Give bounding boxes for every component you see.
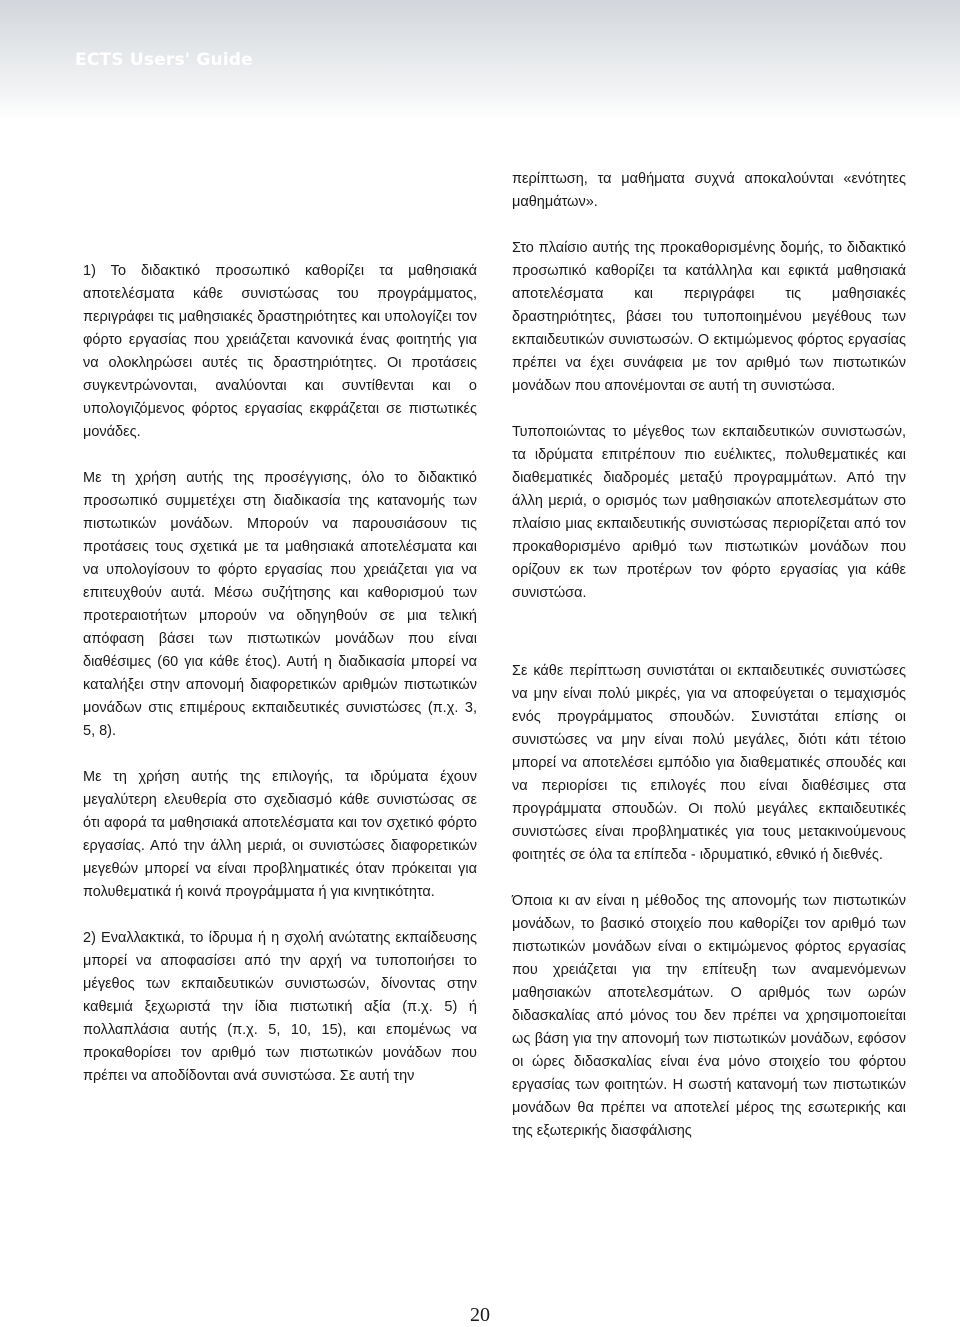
paragraph: Στο πλαίσιο αυτής της προκαθορισμένης δομής, το διδακτικό προσωπικό καθορίζει τα κατάλληλα και εφικτά μαθησιακά αποτελέσματα και περιγράφει τις μαθησιακές δραστηριότητες, βάσει του τυποποιημένου μεγέθους των εκπαιδευτικών συνιστωσών. Ο εκτιμώμενος φόρτος εργασίας πρέπει να έχει συνάφεια με τον αριθμό των πιστωτικών μονάδων που απονέμονται σε αυτή τη συνιστώσα.	[512, 240, 906, 394]
left-column	[83, 260, 477, 1088]
paragraph: Σε κάθε περίπτωση συνιστάται οι εκπαιδευτικές συνιστώσες να μην είναι πολύ μικρές, για να αποφεύγεται ο τεμαχισμός ενός προγράμματος σπουδών. Συνιστάται επίσης οι συνιστώσες να μην είναι πολύ μεγάλες, διότι κάτι τέτοιο μπορεί να αποτελέσει εμπόδιο για διαθεματικές σπουδές και να περιορίσει τις επιλογές που είναι διαθέσιμες στα προγράμματα σπουδών. Οι πολύ μεγάλες εκπαιδευτικές συνιστώσες είναι προβληματικές για τους μετακινούμενους φοιτητές σε όλα τα επίπεδα - ιδρυματικό, εθνικό ή διεθνές.	[512, 663, 906, 863]
header-title: ECTS Users' Guide	[75, 50, 253, 70]
right-column	[512, 168, 906, 1143]
paragraph: 1) Το διδακτικό προσωπικό καθορίζει τα μαθησιακά αποτελέσματα κάθε συνιστώσας του προγράμματος, περιγράφει τις μαθησιακές δραστηριότητες και υπολογίζει τον φόρτο εργασίας που χρειάζεται κανονικά ένας φοιτητής για να ολοκληρώσει αυτές τις δραστηριότητες. Οι προτάσεις συγκεντρώνονται, αναλύονται και συντίθενται και ο υπολογιζόμενος φόρτος εργασίας εκφράζεται σε πιστωτικές μονάδες.	[83, 263, 477, 440]
header-banner	[0, 0, 960, 120]
paragraph: Τυποποιώντας το μέγεθος των εκπαιδευτικών συνιστωσών, τα ιδρύματα επιτρέπουν πιο ευέλικτες, πολυθεματικές και διαθεματικές διαδρομές μεταξύ προγραμμάτων. Από την άλλη μεριά, ο ορισμός των μαθησιακών αποτελεσμάτων στο πλαίσιο μιας εκπαιδευτικής συνιστώσας περιορίζεται από τον προκαθορισμένο αριθμό των πιστωτικών μονάδων που ορίζουν εκ των προτέρων τον φόρτο εργασίας για κάθε συνιστώσα.	[512, 424, 906, 601]
paragraph: Όποια κι αν είναι η μέθοδος της απονομής των πιστωτικών μονάδων, το βασικό στοιχείο που καθορίζει τον αριθμό των πιστωτικών μονάδων είναι ο εκτιμώμενος φόρτος εργασίας που χρειάζεται για την επίτευξη των αναμενόμενων μαθησιακών αποτελεσμάτων. Ο αριθμός των ωρών διδασκαλίας από μόνος του δεν πρέπει να χρησιμοποιείται ως βάση για την απονομή των πιστωτικών μονάδων, εφόσον οι ώρες διδασκαλίας είναι ένα μόνο στοιχείο του φόρτου εργασίας των φοιτητών. Η σωστή κατανομή των πιστωτικών μονάδων θα πρέπει να αποτελεί μέρος της εσωτερικής και της εξωτερικής διασφάλισης	[512, 893, 906, 1139]
page-number: 20	[470, 1304, 490, 1326]
paragraph: περίπτωση, τα μαθήματα συχνά αποκαλούνται «ενότητες μαθημάτων».	[512, 171, 906, 210]
paragraph: Με τη χρήση αυτής της προσέγγισης, όλο το διδακτικό προσωπικό συμμετέχει στη διαδικασία της κατανομής των πιστωτικών μονάδων. Μπορούν να παρουσιάσουν τις προτάσεις τους σχετικά με τα μαθησιακά αποτελέσματα και να υπολογίσουν το φόρτο εργασίας που χρειάζεται για να επιτευχθούν αυτά. Μέσω συζήτησης και καθορισμού των προτεραιοτήτων μπορούν να οδηγηθούν σε μια τελική απόφαση βάσει των πιστωτικών μονάδων που είναι διαθέσιμες (60 για κάθε έτος). Αυτή η διαδικασία μπορεί να καταλήξει στην απονομή διαφορετικών αριθμών πιστωτικών μονάδων στις επιμέρους εκπαιδευτικές συνιστώσες (π.χ. 3, 5, 8).	[83, 470, 477, 739]
paragraph: Με τη χρήση αυτής της επιλογής, τα ιδρύματα έχουν μεγαλύτερη ελευθερία στο σχεδιασμό κάθε συνιστώσας σε ότι αφορά τα μαθησιακά αποτελέσματα και τον σχετικό φόρτο εργασίας. Από την άλλη μεριά, οι συνιστώσες διαφορετικών μεγεθών μπορεί να είναι προβληματικές όταν πρόκειται για πολυθεματικά ή κοινά προγράμματα ή για κινητικότητα.	[83, 769, 477, 900]
paragraph: 2) Εναλλακτικά, το ίδρυμα ή η σχολή ανώτατης εκπαίδευσης μπορεί να αποφασίσει από την αρχή να τυποποιήσει το μέγεθος των εκπαιδευτικών συνιστωσών, δίνοντας στην καθεμιά ξεχωριστά την ίδια πιστωτική αξία (π.χ. 5) ή πολλαπλάσια αυτής (π.χ. 5, 10, 15), και επομένως να προκαθορίσει τον αριθμό των πιστωτικών μονάδων που πρέπει να αποδίδονται ανά συνιστώσα. Σε αυτή την	[83, 930, 477, 1084]
